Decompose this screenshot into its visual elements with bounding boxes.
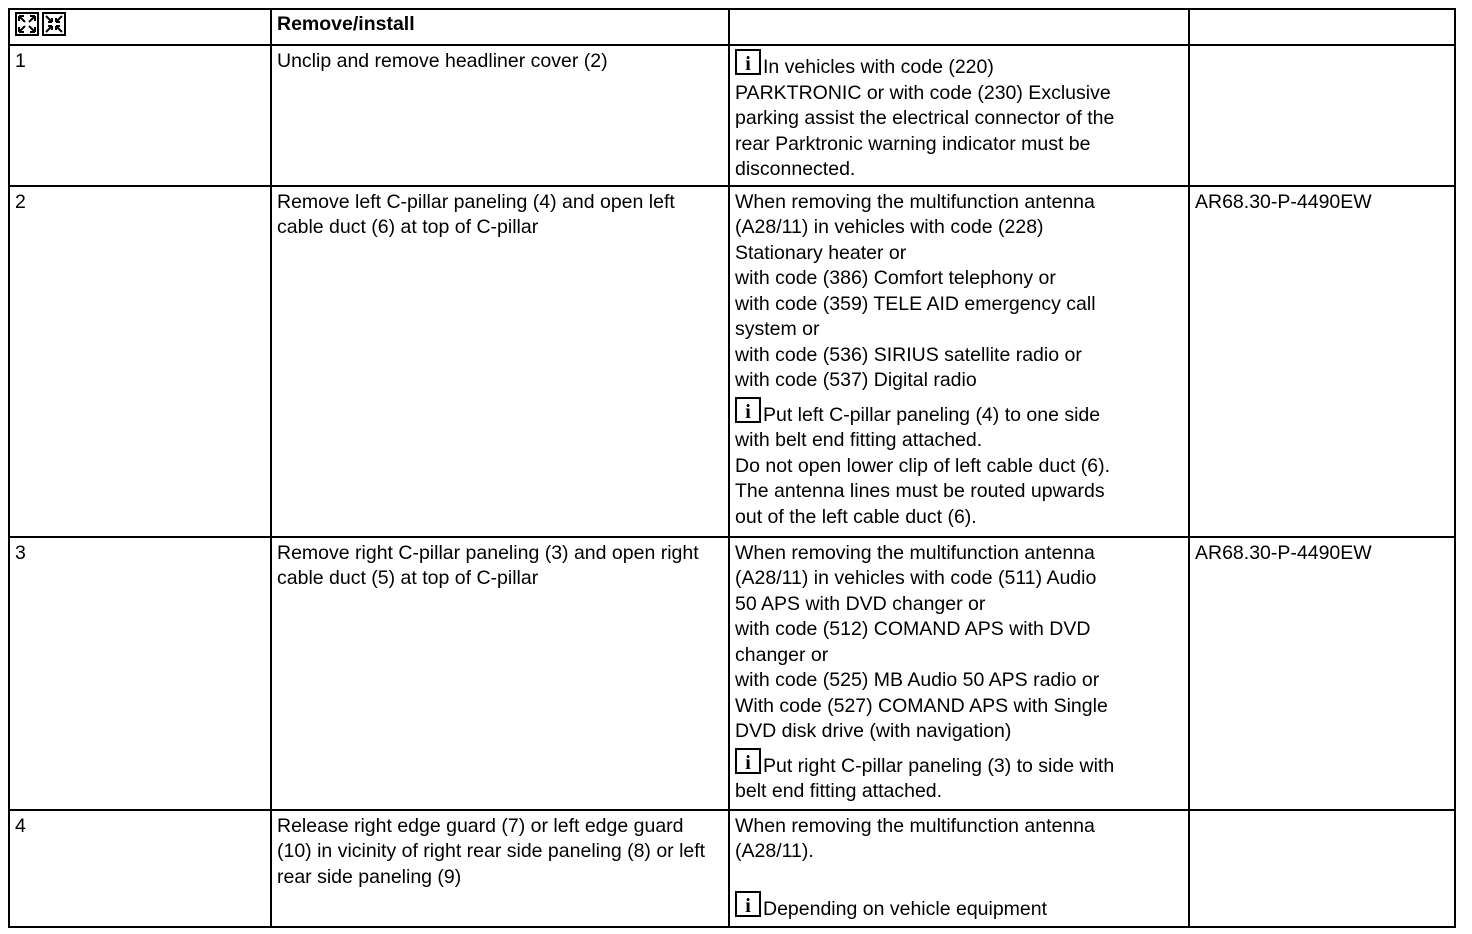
- note-line: changer or: [735, 643, 829, 666]
- note-block: [735, 891, 1183, 923]
- note-line: Put left C-pillar paneling (4) to one side: [763, 403, 1101, 426]
- step-action: Remove left C-pillar paneling (4) and open left cable duct (6) at top of C-pillar: [271, 186, 729, 537]
- note-line: belt end fitting attached.: [735, 780, 943, 802]
- note-line: with code (512) COMAND APS with DVD: [735, 618, 1091, 640]
- step-reference[interactable]: AR68.30-P-4490EW: [1189, 537, 1455, 810]
- note-line: with code (386) Comfort telephony or: [735, 267, 1056, 289]
- expand-all-icon[interactable]: [15, 12, 39, 36]
- note-block: [735, 49, 1183, 183]
- step-number: 2: [9, 186, 271, 537]
- note-line: In vehicles with code (220): [763, 56, 994, 78]
- note-block: [735, 397, 1183, 531]
- note-line: PARKTRONIC or with code (230) Exclusive: [735, 81, 1111, 104]
- note-line: Stationary heater or: [735, 241, 907, 264]
- step-action: Release right edge guard (7) or left edge guard (10) in vicinity of right rear side paneling (8) or left rear side paneling (9): [271, 810, 729, 927]
- table-row: [9, 537, 1455, 810]
- step-action: Unclip and remove headliner cover (2): [271, 45, 729, 186]
- note-line: Put right C-pillar paneling (3) to side with: [763, 754, 1115, 777]
- note-line: With code (527) COMAND APS with Single: [735, 694, 1108, 717]
- note-block: [735, 541, 1183, 745]
- step-reference: [1189, 45, 1455, 186]
- note-line: with code (525) MB Audio 50 APS radio or: [735, 669, 1100, 691]
- step-notes: [729, 810, 1189, 927]
- note-line: with code (536) SIRIUS satellite radio or: [735, 343, 1082, 366]
- note-line: When removing the multifunction antenna: [735, 541, 1095, 564]
- step-number: 3: [9, 537, 271, 810]
- note-line: (A28/11).: [735, 840, 814, 862]
- table-row: [9, 45, 1455, 186]
- note-line: (A28/11) in vehicles with code (228): [735, 216, 1044, 238]
- step-notes: [729, 45, 1189, 186]
- header-controls-cell: [9, 9, 271, 45]
- info-icon: [735, 397, 761, 423]
- step-notes: [729, 186, 1189, 537]
- note-block: [735, 190, 1183, 394]
- note-line: with code (537) Digital radio: [735, 369, 977, 391]
- note-line: The antenna lines must be routed upwards: [735, 480, 1105, 502]
- note-block: [735, 814, 1183, 865]
- note-line: out of the left cable duct (6).: [735, 505, 977, 528]
- header-ref-cell: [1189, 9, 1455, 45]
- note-line: (A28/11) in vehicles with code (511) Audio: [735, 567, 1097, 589]
- table-row: [9, 810, 1455, 927]
- info-icon: [735, 49, 761, 75]
- header-notes-cell: [729, 9, 1189, 45]
- svg-text:i: i: [745, 53, 751, 75]
- note-line: system or: [735, 318, 820, 340]
- procedure-table: [8, 8, 1456, 928]
- note-line: parking assist the electrical connector of the: [735, 107, 1115, 129]
- step-action: Remove right C-pillar paneling (3) and open right cable duct (5) at top of C-pillar: [271, 537, 729, 810]
- table-row: [9, 186, 1455, 537]
- note-line: When removing the multifunction antenna: [735, 190, 1095, 213]
- svg-text:i: i: [745, 400, 751, 423]
- note-line: 50 APS with DVD changer or: [735, 592, 986, 615]
- collapse-all-icon[interactable]: [42, 12, 66, 36]
- note-line: disconnected.: [735, 158, 856, 180]
- note-line: Depending on vehicle equipment: [763, 897, 1048, 920]
- note-line: with code (359) TELE AID emergency call: [735, 292, 1096, 315]
- note-line: When removing the multifunction antenna: [735, 814, 1095, 837]
- step-reference: [1189, 810, 1455, 927]
- svg-text:i: i: [745, 751, 751, 774]
- header-title: Remove/install: [277, 13, 415, 35]
- info-icon: [735, 748, 761, 774]
- step-number: 1: [9, 45, 271, 186]
- table-header-row: [9, 9, 1455, 45]
- note-line: rear Parktronic warning indicator must be: [735, 132, 1091, 155]
- note-line: Do not open lower clip of left cable duct (6).: [735, 454, 1111, 477]
- note-line: with belt end fitting attached.: [735, 429, 983, 451]
- note-block: [735, 748, 1183, 805]
- step-reference[interactable]: AR68.30-P-4490EW: [1189, 186, 1455, 537]
- svg-text:i: i: [745, 894, 751, 917]
- step-number: 4: [9, 810, 271, 927]
- note-line: DVD disk drive (with navigation): [735, 720, 1012, 742]
- info-icon: [735, 891, 761, 917]
- step-notes: [729, 537, 1189, 810]
- header-title-cell: [271, 9, 729, 45]
